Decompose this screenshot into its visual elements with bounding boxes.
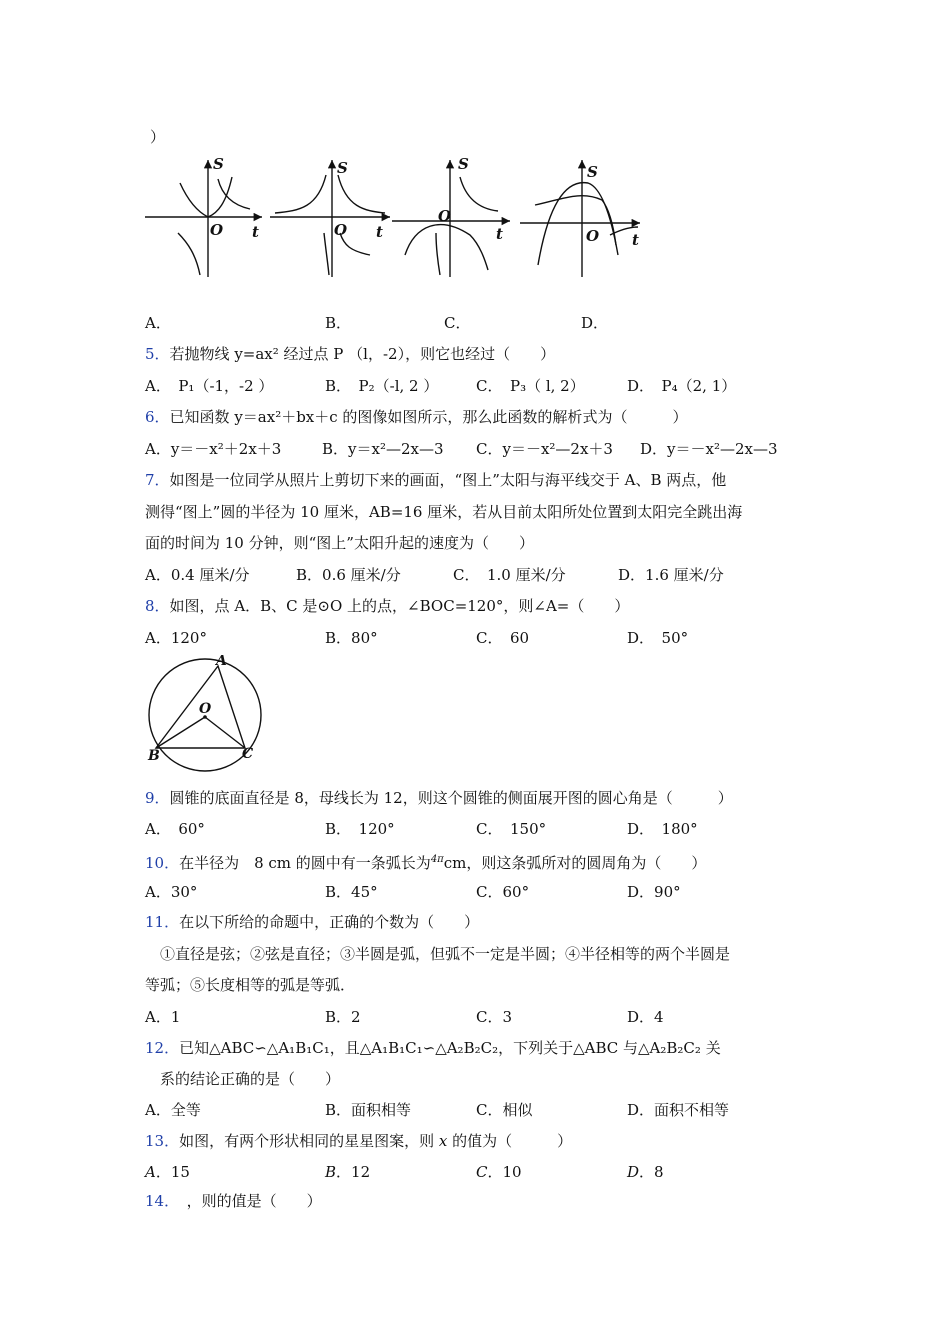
- q10-text-b: cm，则这条弧所对的圆周角为（ ）: [443, 854, 707, 872]
- q7-option-a: A．0.4 厘米/分: [145, 566, 250, 584]
- q6-question: [145, 407, 687, 427]
- q11-number: 11．: [145, 913, 180, 931]
- q13-option-c: [476, 1162, 522, 1182]
- q13-text-a: 如图，有两个形状相同的星星图案，则: [179, 1132, 439, 1150]
- q10-option-c: C．60°: [476, 883, 530, 901]
- q7-option-b: B．0.6 厘米/分: [296, 566, 401, 584]
- graph-d-t-label: t: [632, 231, 639, 249]
- q9-number: 9．: [145, 789, 170, 807]
- q5-question: [145, 344, 555, 364]
- q13-text-b: 的值为（ ）: [447, 1132, 573, 1150]
- q13-variable-x: x: [438, 1132, 448, 1150]
- q13-option-b-letter: B: [325, 1163, 337, 1181]
- q6-number: 6．: [145, 408, 170, 426]
- q7-text-line2: 测得“图上”圆的半径为 10 厘米，AB=16 厘米，若从目前太阳所处位置到太阳完全跳出海: [145, 503, 743, 521]
- graph-b-o-label: O: [334, 221, 348, 239]
- q6-option-c: C．y＝－x²—2x＋3: [476, 440, 613, 458]
- graph-a-t-label: t: [252, 223, 259, 241]
- q13-option-d-letter: D: [627, 1163, 640, 1181]
- q13-option-a-value: ．15: [155, 1163, 190, 1181]
- q10-option-d: D．90°: [627, 883, 681, 901]
- continuation-paren: ）: [150, 128, 166, 146]
- graph-d-o-label: O: [586, 227, 600, 245]
- q13-option-b: [325, 1162, 370, 1182]
- graph-a-s-label: S: [213, 155, 224, 173]
- q14-number: 14．: [145, 1192, 172, 1210]
- q7-question-line1: [145, 470, 726, 490]
- q11-option-b: B．2: [325, 1008, 361, 1026]
- q9-option-b: B． 120°: [325, 820, 395, 838]
- graph-d: [520, 160, 640, 277]
- q11-option-a: A．1: [145, 1008, 181, 1026]
- q5-number: 5．: [145, 345, 170, 363]
- q4-option-c: C．: [444, 314, 471, 332]
- q5-option-c: C． P₃（ l, 2）: [476, 377, 585, 395]
- q4-graphs-figure: [140, 155, 650, 285]
- q10-arc-length: 4π: [430, 854, 444, 865]
- q8-label-a: A: [216, 655, 227, 669]
- q11-question: [145, 912, 479, 932]
- q13-option-c-letter: C: [476, 1163, 488, 1181]
- q5-option-b: B． P₂（-l, 2 ）: [325, 377, 439, 395]
- graph-b-s-label: S: [337, 159, 348, 177]
- q14-question: [145, 1191, 322, 1211]
- q13-option-d-value: ．8: [639, 1163, 664, 1181]
- q5-option-d: D． P₄（2, 1）: [627, 377, 737, 395]
- q13-number: 13．: [145, 1132, 180, 1150]
- q4-option-a: A．: [145, 314, 171, 332]
- q11-option-d: D．4: [627, 1008, 664, 1026]
- q9-question: [145, 788, 733, 808]
- q7-number: 7．: [145, 471, 170, 489]
- q13-option-a-letter: A: [145, 1163, 156, 1181]
- q13-option-b-value: ．12: [336, 1163, 371, 1181]
- q6-text: 已知函数 y＝ax²＋bx＋c 的图像如图所示，那么此函数的解析式为（ ）: [169, 408, 688, 426]
- graph-c-s-label: S: [458, 155, 469, 173]
- q4-option-d: D．: [581, 314, 609, 332]
- q11-text: 在以下所给的命题中，正确的个数为（ ）: [179, 913, 480, 931]
- q12-option-d: D．面积不相等: [627, 1101, 730, 1119]
- q7-option-d: D．1.6 厘米/分: [618, 566, 724, 584]
- q12-text-line2: 系的结论正确的是（ ）: [160, 1070, 341, 1088]
- q8-option-d: D． 50°: [627, 629, 689, 647]
- q9-option-d: D． 180°: [627, 820, 698, 838]
- q5-text: 若抛物线 y=ax² 经过点 P （l，-2），则它也经过（ ）: [169, 345, 556, 363]
- q7-text-line1: 如图是一位同学从照片上剪切下来的画面，“图上”太阳与海平线交于 A、B 两点，他: [169, 471, 727, 489]
- q13-option-c-value: ．10: [487, 1163, 522, 1181]
- q10-option-a: A．30°: [145, 883, 198, 901]
- q8-label-c: C: [242, 746, 254, 762]
- q14-text: ，则的值是（ ）: [171, 1192, 322, 1210]
- q7-option-c: C． 1.0 厘米/分: [453, 566, 566, 584]
- q13-option-a: [145, 1162, 190, 1182]
- q8-label-b: B: [148, 748, 160, 764]
- q8-option-a: A．120°: [145, 629, 207, 647]
- graph-b: [270, 160, 390, 277]
- q10-number: 10．: [145, 854, 180, 872]
- q9-text: 圆锥的底面直径是 8，母线长为 12，则这个圆锥的侧面展开图的圆心角是（ ）: [169, 789, 733, 807]
- q12-question-line1: [145, 1038, 721, 1058]
- q10-option-b: B．45°: [325, 883, 378, 901]
- graph-c-t-label: t: [496, 225, 503, 243]
- q9-option-a: A． 60°: [145, 820, 205, 838]
- graph-d-s-label: S: [587, 163, 598, 181]
- q10-question: [145, 850, 706, 873]
- q9-option-c: C． 150°: [476, 820, 547, 838]
- q6-option-b: B．y＝x²—2x—3: [322, 440, 444, 458]
- q8-text: 如图，点 A．B、C 是⊙O 上的点，∠BOC=120°，则∠A=（ ）: [169, 597, 630, 615]
- graph-c-o-label: O: [438, 207, 452, 225]
- q11-option-c: C．3: [476, 1008, 513, 1026]
- graph-a: [145, 160, 262, 277]
- q7-text-line3: 面的时间为 10 分钟，则“图上”太阳升起的速度为（ ）: [145, 534, 534, 552]
- graph-a-o-label: O: [210, 221, 224, 239]
- q12-option-c: C．相似: [476, 1101, 533, 1119]
- q12-option-a: A．全等: [145, 1101, 201, 1119]
- graph-b-t-label: t: [376, 223, 383, 241]
- q12-text-line1: 已知△ABC∽△A₁B₁C₁，且△A₁B₁C₁∽△A₂B₂C₂，下列关于△ABC 与△A₂B₂C₂ 关: [179, 1039, 721, 1057]
- q11-statements-line2: 等弧；⑤长度相等的弧是等弧．: [145, 976, 356, 994]
- q12-option-b: B．面积相等: [325, 1101, 412, 1119]
- q13-question: [145, 1131, 572, 1151]
- q6-option-d: D．y＝－x²—2x—3: [640, 440, 778, 458]
- q8-option-c: C． 60: [476, 629, 530, 647]
- q4-option-b: B．: [325, 314, 352, 332]
- q6-option-a: A．y＝－x²＋2x＋3: [145, 440, 282, 458]
- q8-label-o: O: [199, 701, 212, 717]
- q8-question: [145, 596, 629, 616]
- q8-number: 8．: [145, 597, 170, 615]
- q13-option-d: [627, 1162, 664, 1182]
- q5-option-a: A． P₁（-1，-2 ）: [145, 377, 274, 395]
- q12-number: 12．: [145, 1039, 180, 1057]
- q8-option-b: B．80°: [325, 629, 378, 647]
- q10-text-a: 在半径为 8 cm 的圆中有一条弧长为: [179, 854, 431, 872]
- q8-circle-figure: [140, 655, 270, 775]
- q11-statements-line1: ①直径是弦；②弦是直径；③半圆是弧，但弧不一定是半圆；④半径相等的两个半圆是: [160, 945, 731, 963]
